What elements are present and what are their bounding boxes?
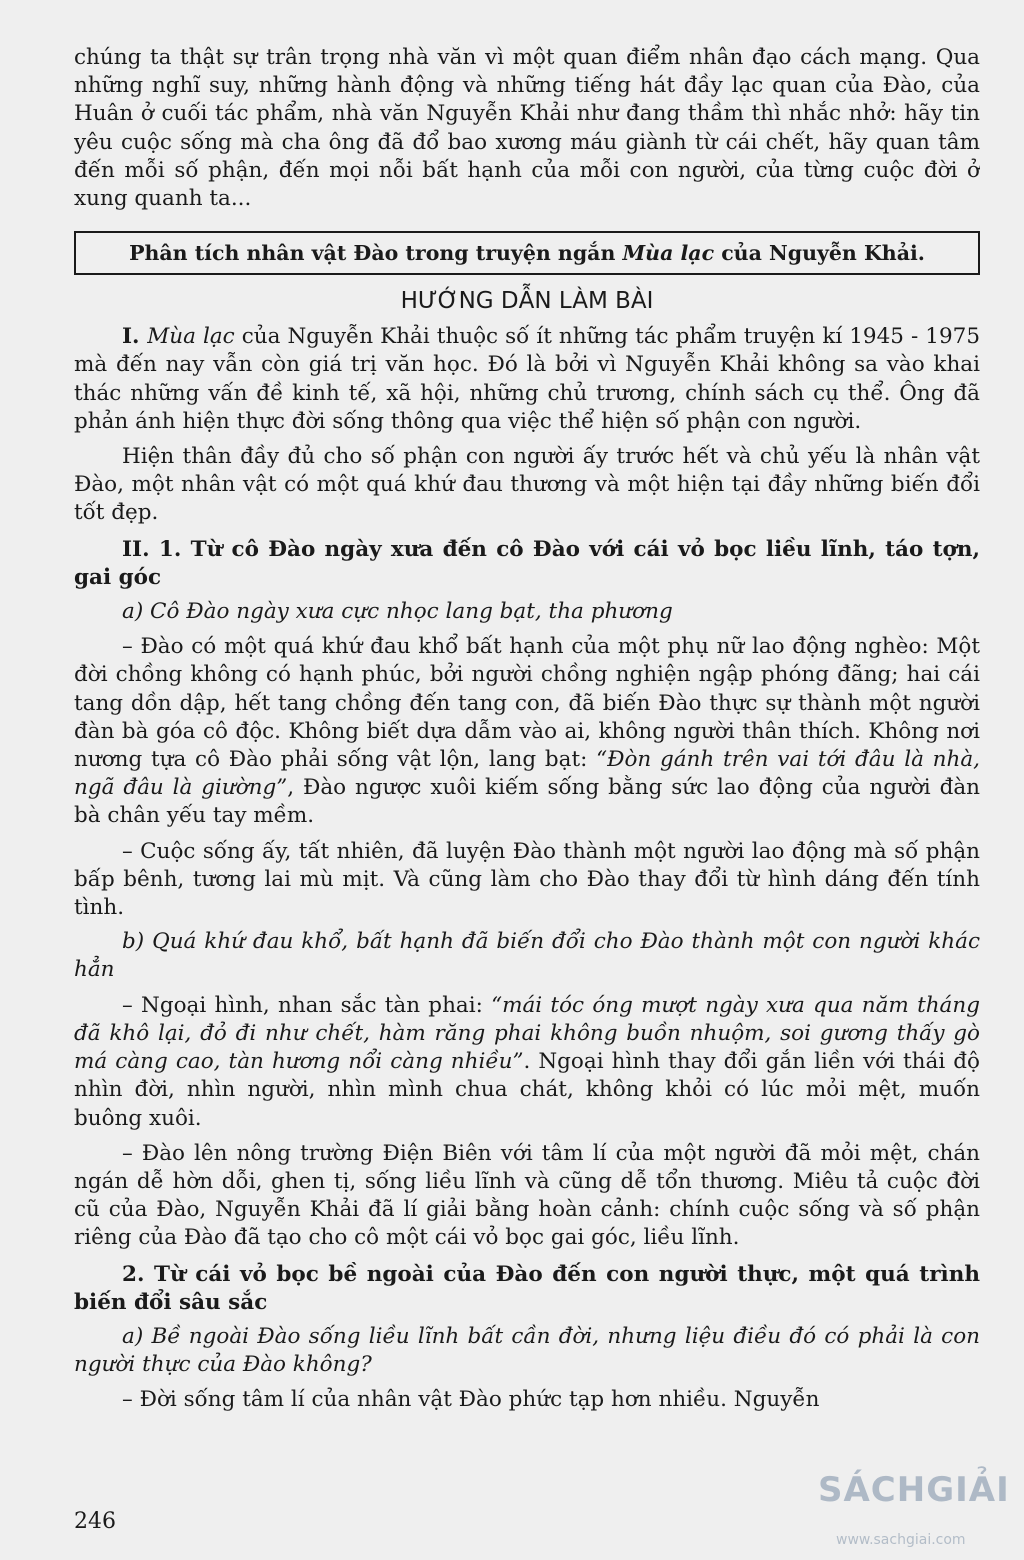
intro-paragraph: chúng ta thật sự trân trọng nhà văn vì một quan điểm nhân đạo cách mạng. Qua những nghĩ suy, những hành động và những tiếng hát đầy lạc quan của Đào, của Huân ở cuối tác phẩm, nhà văn Nguyễn Khải như đang thầm thì nhắc nhở: hãy tin yêu cuộc sống mà cha ông đã đổ bao xương máu giành từ cái chết, hãy quan tâm đến mỗi số phận, đến mọi nỗi bất hạnh của mỗi con người, của từng cuộc đời ở xung quanh ta... (74, 45, 980, 212)
section2-a-p1-quote: “Đòn gánh trên vai tới đâu là nhà, ngã đâu là giường” (74, 747, 980, 801)
section3-subheading-a: a) Bề ngoài Đào sống liều lĩnh bất cần đời, nhưng liệu điều đó có phải là con người thực của Đào không? (74, 1323, 980, 1378)
section2-subheading-b: b) Quá khứ đau khổ, bất hạnh đã biến đổi cho Đào thành một con người khác hẳn (74, 929, 980, 983)
watermark-url: www.sachgiai.com (836, 1532, 966, 1548)
section1-work-title: Mùa lạc (147, 324, 235, 350)
section2-b-p1-start: – Ngoại hình, nhan sắc tàn phai: (122, 992, 492, 1018)
section2-a-p1-end: , Đào ngược xuôi kiếm sống bằng sức lao động của người đàn bà chân yếu tay mềm. (74, 775, 980, 829)
section2-a-paragraph-1 (74, 633, 980, 830)
section2-a-paragraph-2: – Cuộc sống ấy, tất nhiên, đã luyện Đào thành một người lao động mà số phận bấp bênh, tương lai mù mịt. Và cũng làm cho Đào thay đổi từ hình dáng đến tính tình. (74, 838, 980, 921)
section1-paragraph-2: Hiện thân đầy đủ cho số phận con người ấy trước hết và chủ yếu là nhân vật Đào, một nhân vật có một quá khứ đau thương và một hiện tại đầy những biến đổi tốt đẹp. (74, 444, 980, 526)
task-prefix: Phân tích nhân vật Đào trong truyện ngắn (129, 241, 623, 266)
watermark-logo: SÁCHGIẢI (818, 1470, 1010, 1510)
guide-title: HƯỚNG DẪN LÀM BÀI (400, 288, 654, 315)
section2-b-paragraph-1 (74, 992, 980, 1133)
book-page (74, 44, 980, 1540)
section3-paragraph-1: – Đời sống tâm lí của nhân vật Đào phức tạp hơn nhiều. Nguyễn (122, 1387, 820, 1413)
section2-b-p1-end: . Ngoại hình thay đổi gắn liền với thái độ nhìn đời, nhìn người, nhìn mình chua chát, không khỏi có lúc mỏi mệt, muốn buông xuôi. (74, 1049, 980, 1131)
task-suffix: của Nguyễn Khải. (714, 241, 925, 266)
section2-a-p1-start: – Đào có một quá khứ đau khổ bất hạnh của một phụ nữ lao động nghèo: Một đời chồng không có hạnh phúc, bởi người chồng nghiện ngập phóng đãng; hai cái tang dồn dập, hết tang chồng đến tang con, đã biến Đào thực sự thành một người đàn bà góa cô độc. Không biết dựa dẫm vào ai, không người thân thích. Không nơi nương tựa cô Đào phải sống vật lộn, lang bạt: (74, 634, 980, 773)
section2-heading: II. 1. Từ cô Đào ngày xưa đến cô Đào với cái vỏ bọc liều lĩnh, táo tợn, gai góc (74, 536, 980, 590)
task-work-title: Mùa lạc (622, 241, 715, 266)
section2-b-paragraph-2: – Đào lên nông trường Điện Biên với tâm lí của một người đã mỏi mệt, chán ngán dễ hờn dỗi, ghen tị, sống liều lĩnh và cũng dễ tổn thương. Miêu tả cuộc đời cũ của Đào, Nguyễn Khải đã lí giải bằng hoàn cảnh: chính cuộc sống và số phận riêng của Đào đã tạo cho cô một cái vỏ bọc gai góc, liều lĩnh. (74, 1140, 980, 1251)
section1-p1-rest: của Nguyễn Khải thuộc số ít những tác phẩm truyện kí 1945 - 1975 mà đến nay vẫn còn giá trị văn học. Đó là bởi vì Nguyễn Khải không sa vào khai thác những vấn đề kinh tế, xã hội, những chủ trương, chính sách cụ thể. Ông đã phản ánh hiện thực đời sống thông qua việc thể hiện số phận con người. (74, 324, 980, 434)
task-prompt-box (74, 231, 980, 275)
page-number: 246 (74, 1509, 116, 1534)
section1-paragraph-1 (74, 323, 980, 436)
section2-b-p1-quote: “mái tóc óng mượt ngày xưa qua năm tháng đã khô lại, đỏ đi như chết, hàm răng phai không buồn nhuộm, soi gương thấy gò má càng cao, tàn hương nổi càng nhiều” (74, 992, 980, 1075)
section1-numeral: I. (122, 324, 148, 350)
section3-heading: 2. Từ cái vỏ bọc bề ngoài của Đào đến con người thực, một quá trình biến đổi sâu sắc (74, 1261, 980, 1315)
section2-subheading-a: a) Cô Đào ngày xưa cực nhọc lang bạt, tha phương (122, 599, 673, 625)
